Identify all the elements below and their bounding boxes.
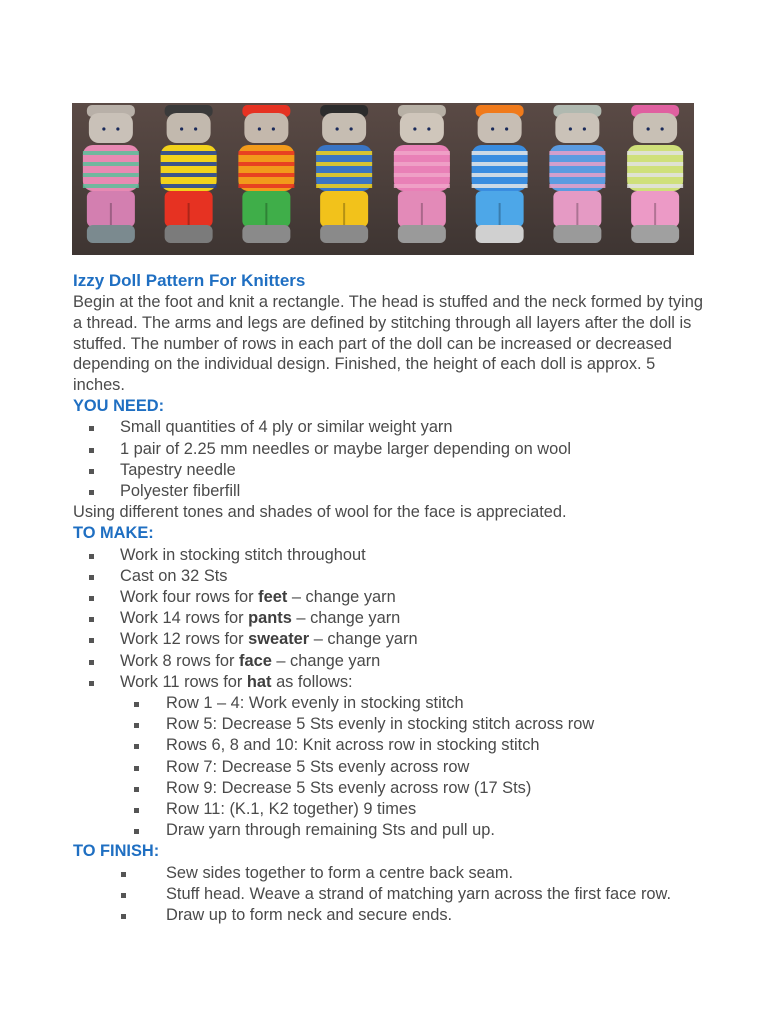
- list-item: Work 8 rows for face – change yarn: [73, 651, 703, 672]
- wool-note: Using different tones and shades of wool for the face is appreciated.: [73, 503, 567, 522]
- you-need-heading: YOU NEED:: [73, 396, 165, 415]
- list-item: Stuff head. Weave a strand of matching yarn across the first face row.: [73, 884, 703, 905]
- list-item: Work 12 rows for sweater – change yarn: [73, 629, 703, 650]
- square-bullet-icon: [89, 490, 94, 495]
- square-bullet-icon: [89, 426, 94, 431]
- list-item: Polyester fiberfill: [73, 481, 703, 502]
- hat-row-item: Row 1 – 4: Work evenly in stocking stitch: [73, 693, 703, 714]
- knitted-doll: [83, 105, 139, 243]
- hat-row-item: Row 11: (K.1, K2 together) 9 times: [73, 799, 703, 820]
- list-item: Cast on 32 Sts: [73, 566, 703, 587]
- to-make-heading: TO MAKE:: [73, 524, 154, 543]
- square-bullet-icon: [89, 660, 94, 665]
- square-bullet-icon: [89, 681, 94, 686]
- hat-row-item: Draw yarn through remaining Sts and pull up.: [73, 820, 703, 841]
- knitted-dolls-photo: [72, 103, 694, 255]
- list-item: Work 11 rows for hat as follows:: [73, 672, 703, 693]
- square-bullet-icon: [89, 575, 94, 580]
- list-item: 1 pair of 2.25 mm needles or maybe larger depending on wool: [73, 439, 703, 460]
- knitted-doll: [549, 105, 605, 243]
- knitted-doll: [316, 105, 372, 243]
- square-bullet-icon: [134, 744, 139, 749]
- materials-list: [73, 417, 703, 502]
- knitted-doll: [472, 105, 528, 243]
- hat-row-item: Row 9: Decrease 5 Sts evenly across row (17 Sts): [73, 778, 703, 799]
- square-bullet-icon: [134, 766, 139, 771]
- list-item: Draw up to form neck and secure ends.: [73, 905, 703, 926]
- square-bullet-icon: [89, 469, 94, 474]
- square-bullet-icon: [134, 723, 139, 728]
- square-bullet-icon: [89, 617, 94, 622]
- square-bullet-icon: [121, 914, 126, 919]
- square-bullet-icon: [134, 787, 139, 792]
- hat-row-item: Rows 6, 8 and 10: Knit across row in stocking stitch: [73, 735, 703, 756]
- square-bullet-icon: [134, 829, 139, 834]
- square-bullet-icon: [89, 638, 94, 643]
- hat-row-item: Row 7: Decrease 5 Sts evenly across row: [73, 757, 703, 778]
- list-item: Work 14 rows for pants – change yarn: [73, 608, 703, 629]
- finish-steps-list: [73, 863, 703, 927]
- list-item: Small quantities of 4 ply or similar weight yarn: [73, 417, 703, 438]
- knitted-doll: [161, 105, 217, 243]
- knitted-doll: [238, 105, 294, 243]
- square-bullet-icon: [89, 448, 94, 453]
- knitted-doll: [627, 105, 683, 243]
- list-item: Tapestry needle: [73, 460, 703, 481]
- list-item: Work in stocking stitch throughout: [73, 545, 703, 566]
- list-item: Work four rows for feet – change yarn: [73, 587, 703, 608]
- hat-row-item: Row 5: Decrease 5 Sts evenly in stocking stitch across row: [73, 714, 703, 735]
- intro-paragraph: Begin at the foot and knit a rectangle. The head is stuffed and the neck formed by tying a thread. The arms and legs are defined by stitching through all layers after the doll is stuffed. The number of rows in each part of the doll can be increased or decreased depending on the individual design. Finished, the height of each doll is approx. 5 inches.: [73, 293, 703, 395]
- square-bullet-icon: [89, 554, 94, 559]
- make-steps-list: [73, 545, 703, 842]
- document-body: [73, 270, 703, 927]
- square-bullet-icon: [134, 702, 139, 707]
- square-bullet-icon: [121, 893, 126, 898]
- square-bullet-icon: [89, 596, 94, 601]
- to-finish-heading: TO FINISH:: [73, 842, 160, 861]
- square-bullet-icon: [134, 808, 139, 813]
- page-title: Izzy Doll Pattern For Knitters: [73, 271, 306, 290]
- list-item: Sew sides together to form a centre back seam.: [73, 863, 703, 884]
- square-bullet-icon: [121, 872, 126, 877]
- knitted-doll: [394, 105, 450, 243]
